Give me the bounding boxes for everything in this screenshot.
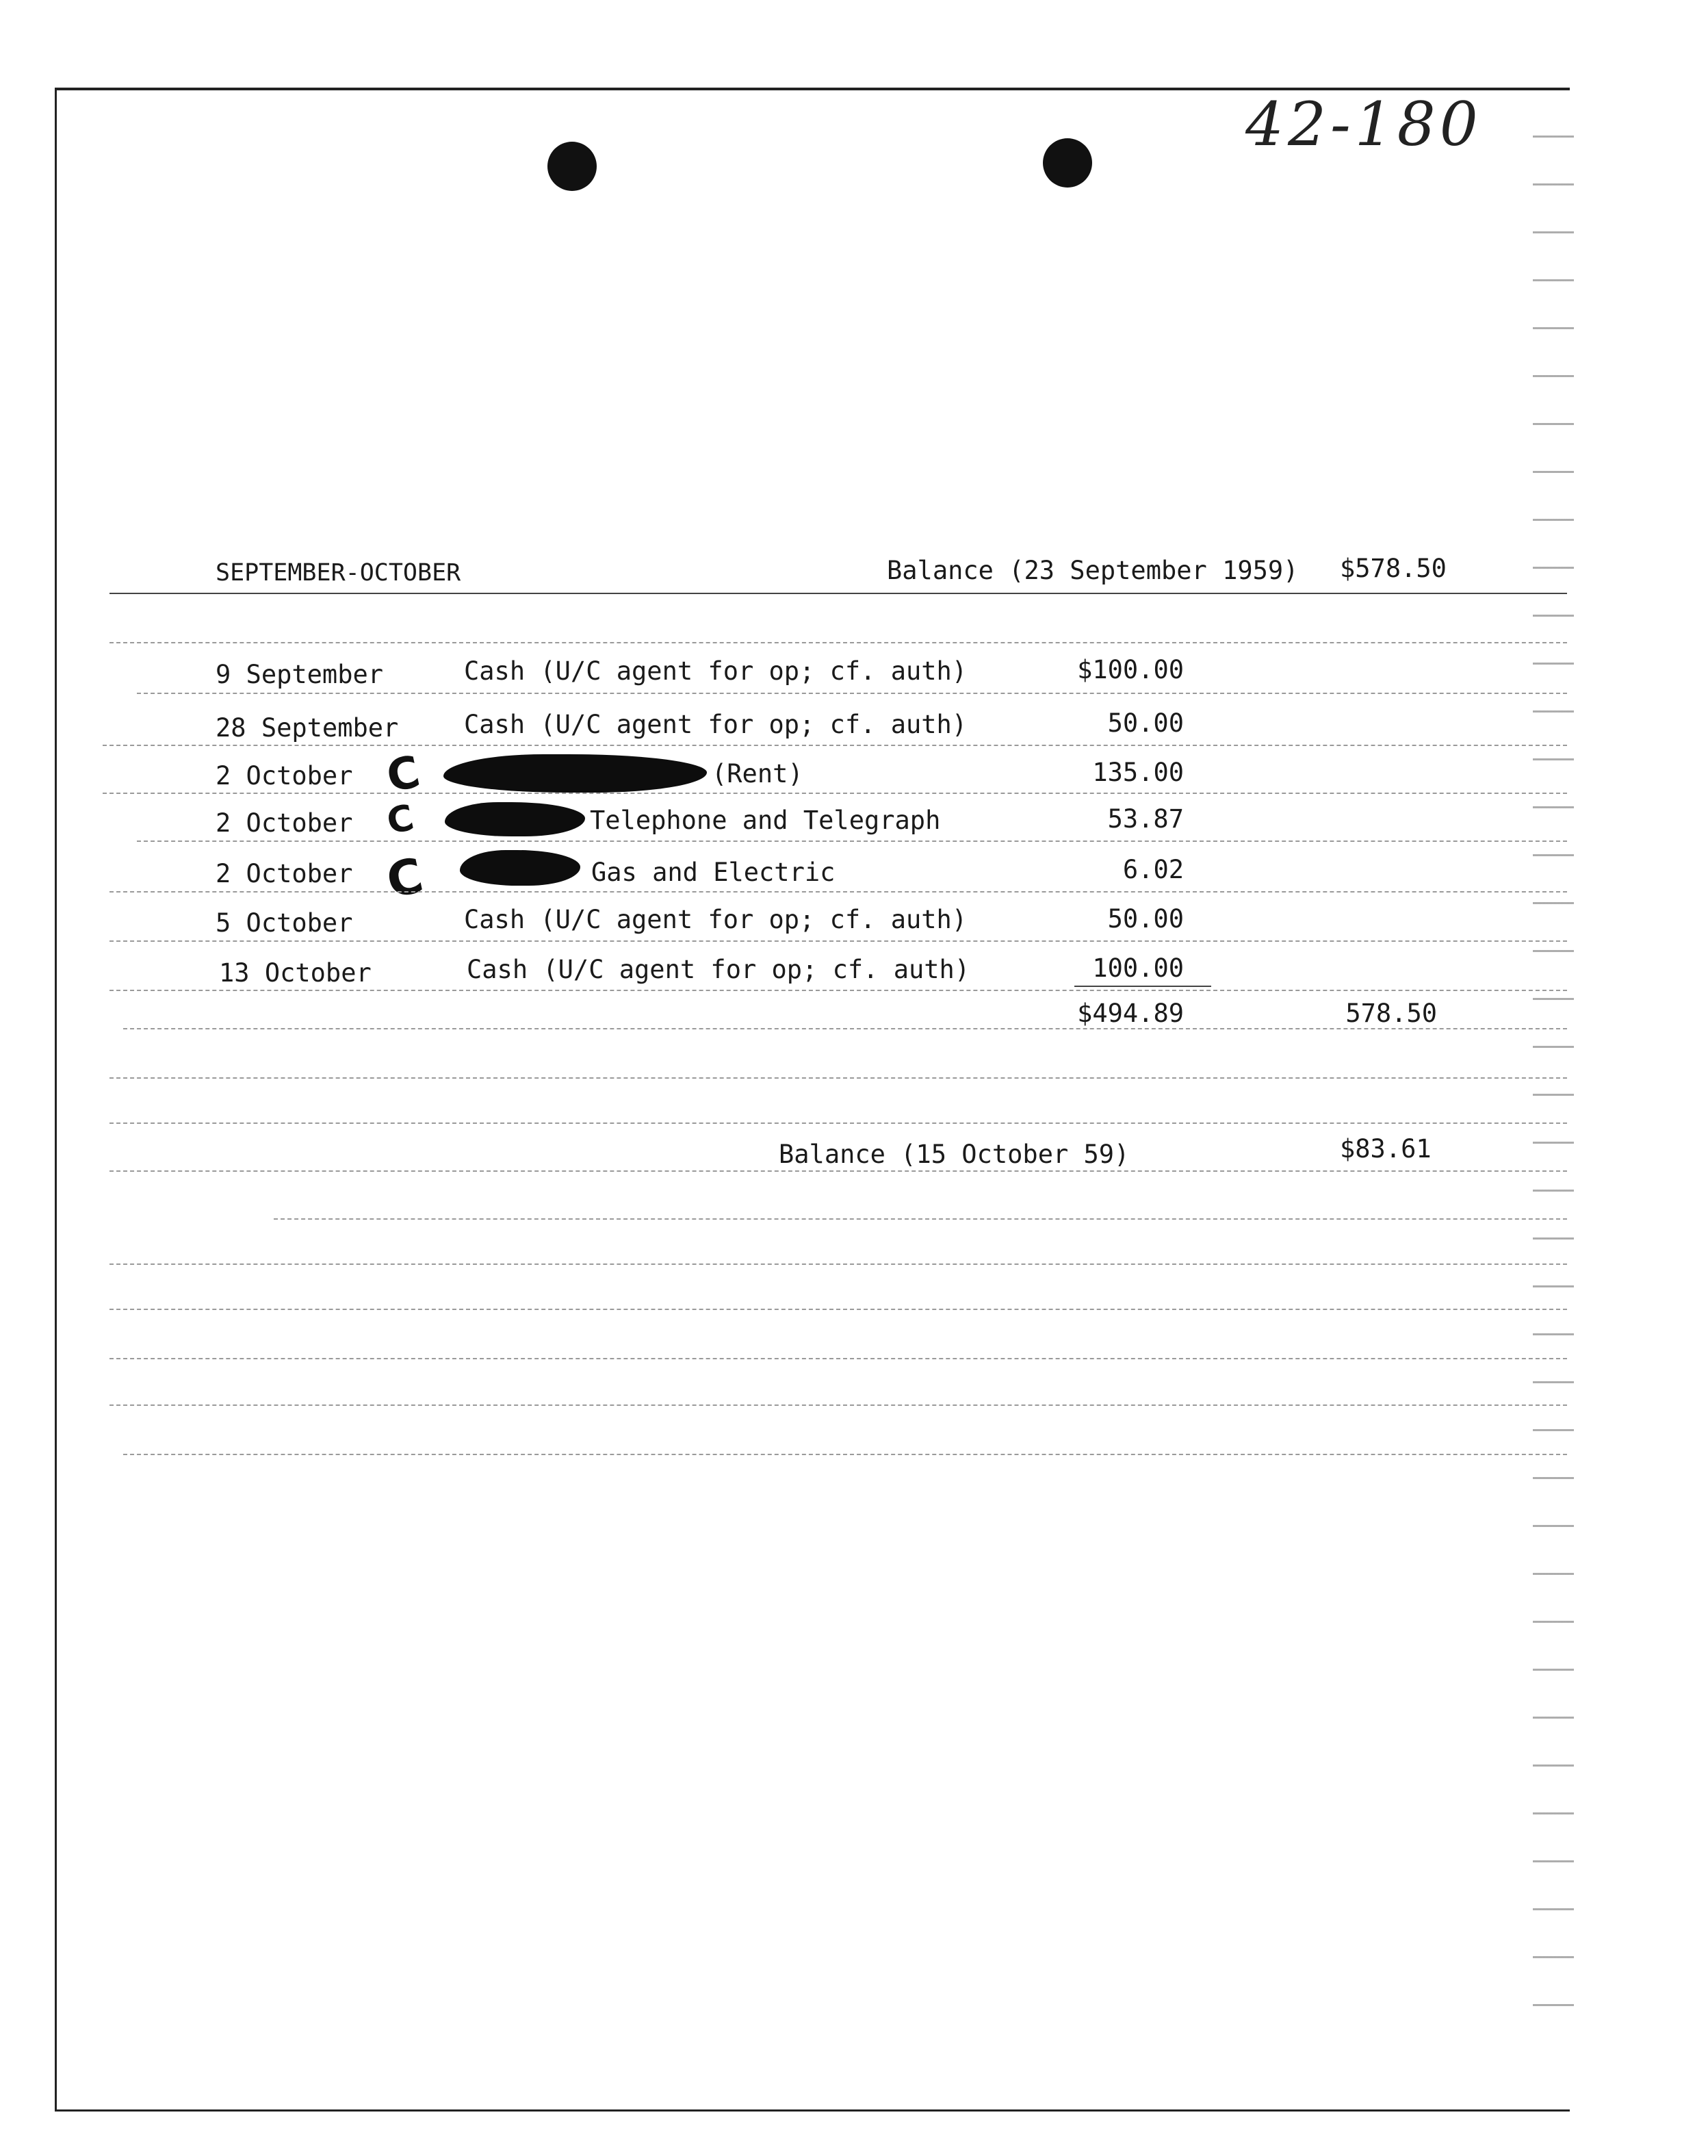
blank-rule [109,1122,1567,1124]
closing-balance-value: $83.61 [1340,1134,1432,1164]
blank-rule [109,1263,1567,1265]
entry-date: 13 October [219,958,372,988]
entry-date: 2 October [216,808,353,838]
check-mark-icon: C [382,847,428,910]
redaction-block [460,850,580,886]
credits-total: 578.50 [1345,999,1437,1028]
entry-description: Gas and Electric [591,858,836,887]
row-rule [103,745,1567,746]
binder-hole-right [1043,138,1092,188]
header-rule [109,593,1567,594]
opening-balance-value: $578.50 [1340,554,1447,583]
row-rule [103,793,1567,794]
blank-rule [109,1404,1567,1406]
entry-description: Cash (U/C agent for op; cf. auth) [464,905,968,934]
page-bottom-border [55,2109,1570,2112]
entry-amount: 6.02 [1122,855,1184,884]
opening-balance-label: Balance (23 September 1959) [887,556,1299,585]
entry-date: 2 October [216,859,353,888]
entry-amount: 50.00 [1107,904,1184,934]
closing-balance-label: Balance (15 October 59) [779,1140,1130,1169]
header-rule-2 [109,642,1567,643]
row-rule [109,940,1567,942]
redaction-block [445,802,585,836]
binder-hole-left [547,142,597,191]
entry-amount: 135.00 [1092,758,1184,787]
blank-rule [109,1309,1567,1310]
entry-date: 5 October [216,908,353,938]
entry-amount: 100.00 [1092,953,1184,983]
entry-date: 9 September [216,660,384,689]
entry-description: Telephone and Telegraph [590,806,941,835]
blank-rule [109,1358,1567,1359]
check-mark-icon: C [382,746,425,804]
row-rule [137,840,1567,842]
row-rule [137,693,1567,694]
entry-amount: 53.87 [1107,804,1184,834]
redaction-block [443,754,707,793]
entry-description: (Rent) [712,759,803,788]
row-rule [109,990,1567,991]
entry-date: 2 October [216,761,353,791]
entry-description: Cash (U/C agent for op; cf. auth) [464,710,968,739]
blank-rule [109,1077,1567,1079]
entry-description: Cash (U/C agent for op; cf. auth) [467,955,970,984]
entry-date: 28 September [216,713,399,743]
entry-amount: 50.00 [1107,708,1184,738]
blank-rule [274,1218,1567,1220]
check-mark-icon: C [383,797,417,843]
subtotal-rule [1074,986,1211,987]
row-rule [109,891,1567,893]
scan-edge-marks [1533,110,1574,2026]
debits-total: $494.89 [1077,999,1184,1028]
page-left-border [55,88,57,2110]
closing-rule [109,1170,1567,1172]
entry-description: Cash (U/C agent for op; cf. auth) [464,656,968,686]
page-number-handwritten: 42-180 [1245,89,1482,159]
entry-amount: $100.00 [1077,655,1184,684]
period-heading: SEPTEMBER-OCTOBER [216,559,461,587]
blank-rule [123,1454,1567,1455]
totals-rule [123,1028,1567,1029]
